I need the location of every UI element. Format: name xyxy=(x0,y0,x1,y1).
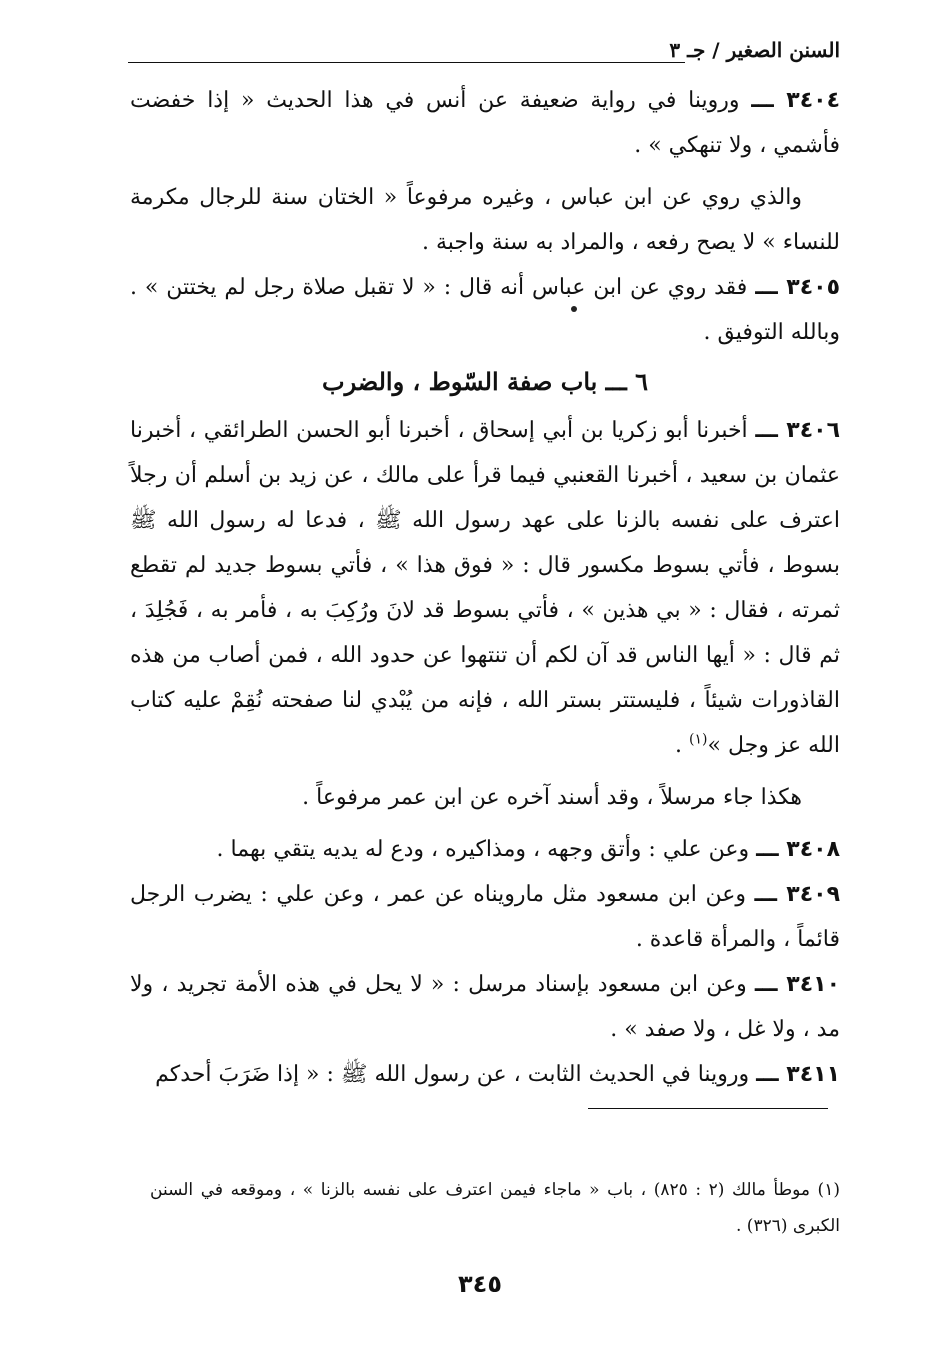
paragraph-text: هكذا جاء مرسلاً ، وقد أسند آخره عن ابن عمر مرفوعاً . xyxy=(302,785,802,810)
hadith-text: وعن ابن مسعود مثل مارويناه عن عمر ، وعن علي : يضرب الرجل قائماً ، والمرأة قاعدة . xyxy=(130,882,840,952)
footnote-rule xyxy=(588,1108,828,1109)
ink-speck xyxy=(571,306,577,312)
hadith-number: ٣٤٠٥ ـــ xyxy=(755,275,840,300)
footnote: (١) موطأ مالك (٢ : ٨٢٥) ، باب « ماجاء فيمن اعترف على نفسه بالزنا » ، وموقعه في السنن الكبرى (٣٢٦) . xyxy=(150,1180,840,1236)
hadith-3409 xyxy=(130,872,840,962)
hadith-text: فقد روي عن ابن عباس أنه قال : « لا تقبل صلاة رجل لم يختتن » . وبالله التوفيق . xyxy=(130,275,840,345)
header-rule xyxy=(128,62,685,63)
hadith-3410 xyxy=(130,962,840,1052)
mursal-paragraph xyxy=(130,775,840,820)
section-heading: ٦ ـــ باب صفة السّوط ، والضرب xyxy=(321,367,649,396)
hadith-number: ٣٤٠٩ ـــ xyxy=(754,882,840,907)
hadith-number: ٣٤١١ ـــ xyxy=(756,1062,840,1087)
hadith-number: ٣٤٠٤ ـــ xyxy=(751,88,840,113)
running-header xyxy=(128,38,840,72)
hadith-text-tail: . xyxy=(675,733,690,758)
hadith-text: وروينا في رواية ضعيفة عن أنس في هذا الحديث « إذا خفضت فأشمي ، ولا تنهكي » . xyxy=(130,88,840,158)
footnote-ref: (١) xyxy=(689,731,708,748)
hadith-3411 xyxy=(130,1052,840,1097)
khitan-paragraph xyxy=(130,175,840,265)
hadith-text: وروينا في الحديث الثابت ، عن رسول الله ﷺ : « إذا ضَرَبَ أحدكم xyxy=(155,1062,757,1087)
hadith-number: ٣٤٠٦ ـــ xyxy=(755,418,840,443)
main-text xyxy=(130,78,840,1097)
hadith-text: وعن علي : وأتق وجهه ، ومذاكيره ، ودع له يديه يتقي بهما . xyxy=(216,837,757,862)
hadith-number: ٣٤١٠ ـــ xyxy=(754,972,840,997)
hadith-3404 xyxy=(130,78,840,168)
hadith-text: أخبرنا أبو زكريا بن أبي إسحاق ، أخبرنا أبو الحسن الطرائقي ، أخبرنا عثمان بن سعيد ، أخبرنا القعنبي فيما قرأ على مالك ، عن زيد بن أسلم أن رجلاً اعترف على نفسه بالزنا على عهد رسول الله ﷺ ، فدعا له رسول الله ﷺ بسوط ، فأتي بسوط مكسور قال : « فوق هذا » ، فأتي بسوط جديد لم تقطع ثمرته ، فقال : « بي هذين » ، فأتي بسوط قد لانَ ورُكِبَ به ، فأمر به ، فَجُلِدَ ، ثم قال : « أيها الناس قد آن لكم أن تنتهوا عن حدود الله ، فمن أصاب من هذه القاذورات شيئاً ، فليستتر بستر الله ، فإنه من يُبْدي لنا صفحته نُقِمْ عليه كتاب الله عز وجل » xyxy=(130,418,840,758)
hadith-text: وعن ابن مسعود بإسناد مرسل : « لا يحل في هذه الأمة تجريد ، ولا مد ، ولا غل ، ولا صفد » . xyxy=(130,972,840,1042)
hadith-3405 xyxy=(130,265,840,355)
header-title: السنن الصغير / جـ ٣ xyxy=(669,38,840,62)
hadith-3408 xyxy=(130,827,840,872)
hadith-number: ٣٤٠٨ ـــ xyxy=(756,837,840,862)
paragraph-text: والذي روي عن ابن عباس ، وغيره مرفوعاً « الختان سنة للرجال مكرمة للنساء » لا يصح رفعه ، والمراد به سنة واجبة . xyxy=(130,185,840,255)
page-number: ٣٤٥ xyxy=(458,1270,502,1298)
hadith-3406 xyxy=(130,408,840,768)
